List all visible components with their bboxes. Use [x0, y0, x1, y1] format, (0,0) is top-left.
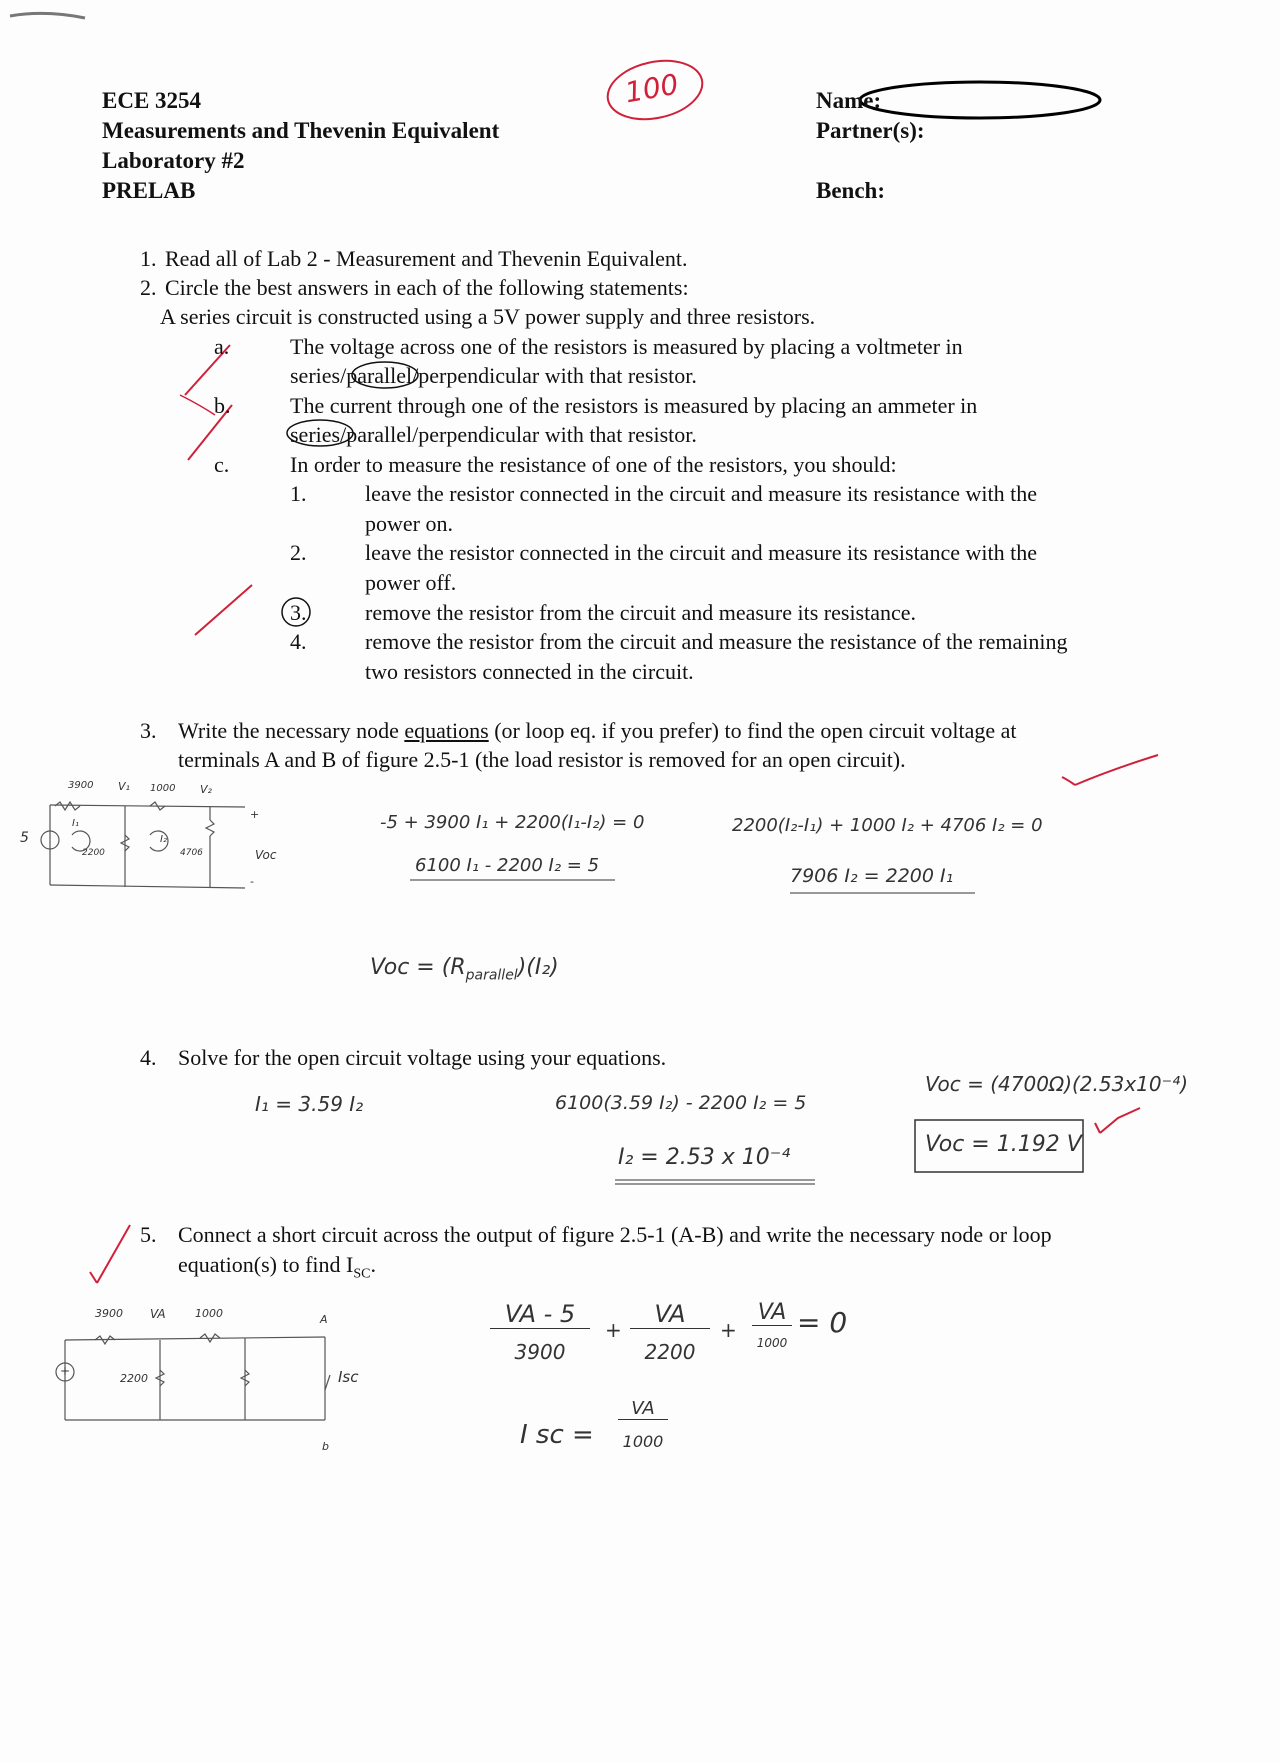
q1-text: Read all of Lab 2 - Measurement and Thevenin Equivalent.: [165, 246, 688, 271]
q4-number: 4.: [140, 1045, 157, 1070]
prelab-label: PRELAB: [102, 178, 196, 203]
check-mark-q3b: [1062, 777, 1075, 785]
q3-underlined: equations: [404, 718, 489, 743]
q5-frac3-numerator: VA: [752, 1300, 792, 1326]
q3-circuit-plus: +: [250, 808, 260, 821]
q5-number: 5.: [140, 1222, 157, 1247]
q2b-line1: The current through one of the resistors is measured by placing an ammeter in: [290, 393, 978, 418]
q5-line2: [178, 1250, 376, 1288]
q2c-opt3-num: 3.: [290, 600, 307, 625]
q2c-line1: In order to measure the resistance of one of the resistors, you should:: [290, 452, 897, 477]
q2c-opt4-line2: two resistors connected in the circuit.: [365, 659, 694, 684]
q3-circuit-minus: -: [250, 875, 254, 888]
q2c-opt1-line2: power on.: [365, 511, 453, 536]
q5-frac2-numerator: VA: [630, 1300, 710, 1329]
q2-number: 2.: [140, 275, 157, 300]
q3-line2: terminals A and B of figure 2.5-1 (the load resistor is removed for an open circuit).: [178, 747, 906, 772]
q3-circuit-r1: 3900: [68, 780, 94, 791]
name-label: Name:: [816, 88, 882, 113]
q5-circuit-isc: Isc: [338, 1368, 359, 1386]
q3-circuit-r2: 1000: [150, 783, 176, 794]
q2b-opt-series: series: [290, 422, 341, 447]
q4-eq4: Voc = (4700Ω)(2.53x10⁻⁴): [925, 1072, 1188, 1096]
q5-circuit-r2: 1000: [195, 1307, 223, 1320]
circuit-diagram-q3: [41, 802, 245, 888]
check-mark-q5b: [90, 1272, 97, 1283]
q3-eq4: 7906 I₂ = 2200 I₁: [790, 865, 954, 887]
q2c-opt1-num: 1.: [290, 481, 307, 506]
q3-eq5: [370, 955, 559, 983]
q2-intro: A series circuit is constructed using a 5V power supply and three resistors.: [160, 304, 816, 329]
q2c-opt2-line2: power off.: [365, 570, 457, 595]
q5-isc-lhs: I sc =: [520, 1420, 594, 1450]
q3-circuit-v2: V₂: [200, 783, 212, 796]
q3-circuit-r4: 4706: [180, 848, 203, 858]
lab-number: Laboratory #2: [102, 148, 245, 173]
q3-line1: [178, 716, 1017, 745]
q2-text: Circle the best answers in each of the following statements:: [165, 275, 689, 300]
q2c-opt3-line1: remove the resistor from the circuit and measure its resistance.: [365, 600, 917, 625]
q3-circuit-v1: V₁: [118, 780, 130, 793]
q3-number: 3.: [140, 718, 157, 743]
q5-circuit-va: VA: [150, 1307, 166, 1321]
check-mark-q3: [1075, 755, 1158, 785]
partner-label: Partner(s):: [816, 118, 925, 143]
q5-isc-denominator: 1000: [622, 1432, 664, 1451]
q4-answer: Voc = 1.192 V: [925, 1132, 1082, 1157]
q3-eq5-sub: parallel: [465, 967, 518, 984]
q2a-opt-rest: /perpendicular with that resistor.: [412, 363, 697, 388]
scan-mark: [10, 13, 85, 18]
q4-eq3: I₂ = 2.53 x 10⁻⁴: [618, 1145, 791, 1170]
q5-frac1-denominator: 3900: [514, 1340, 566, 1364]
check-mark-q5: [97, 1225, 130, 1283]
q5-frac3-denominator: 1000: [756, 1336, 788, 1350]
q5-circuit-node-a: A: [320, 1313, 328, 1326]
q5-circuit-r1: 3900: [95, 1307, 123, 1320]
q1-number: 1.: [140, 246, 157, 271]
q3-circuit-voc: Voc: [255, 848, 277, 862]
q5-isc-numerator: VA: [618, 1398, 668, 1420]
q2b-opt-rest: /parallel/perpendicular with that resistor.: [340, 422, 697, 447]
q4-text: Solve for the open circuit voltage using your equations.: [178, 1045, 667, 1070]
q3-eq5-start: Voc = (R: [370, 955, 466, 980]
q3-eq3: 2200(I₂-I₁) + 1000 I₂ + 4706 I₂ = 0: [732, 815, 1043, 836]
q4-eq2: 6100(3.59 I₂) - 2200 I₂ = 5: [555, 1092, 807, 1114]
q5-plus-1: +: [605, 1318, 622, 1342]
check-mark-a2: [180, 395, 215, 415]
q2b-label: b.: [214, 393, 231, 418]
check-mark-c: [195, 585, 252, 635]
q4-eq1: I₁ = 3.59 I₂: [255, 1092, 364, 1116]
q2a-label: a.: [214, 334, 230, 359]
q3-circuit-r3: 2200: [82, 848, 105, 858]
q5-eq-zero: = 0: [797, 1306, 848, 1339]
q5-line2-pre: equation(s) to find I: [178, 1252, 354, 1277]
course-code: ECE 3254: [102, 88, 202, 113]
q3-eq2: 6100 I₁ - 2200 I₂ = 5: [415, 855, 600, 876]
q2a-options: [290, 361, 697, 390]
check-mark-q4b: [1095, 1123, 1100, 1133]
score: 100: [622, 67, 681, 110]
q5-circuit-node-b: b: [322, 1440, 329, 1453]
q2a-opt-series: series/: [290, 363, 347, 388]
q2c-label: c.: [214, 452, 230, 477]
q2b-options: [290, 420, 697, 449]
q5-circuit-source: +: [60, 1364, 71, 1378]
q3-eq1: -5 + 3900 I₁ + 2200(I₁-I₂) = 0: [380, 812, 645, 833]
check-mark-q4: [1100, 1108, 1140, 1133]
q5-circuit-r3: 2200: [120, 1372, 148, 1385]
q2c-opt1-line1: leave the resistor connected in the circuit and measure its resistance with the: [365, 481, 1037, 506]
q2c-opt4-line1: remove the resistor from the circuit and measure the resistance of the remaining: [365, 629, 1068, 654]
q3-eq5-end: )(I₂): [517, 955, 559, 980]
q3-circuit-i2: I₂: [160, 834, 167, 845]
lab-title: Measurements and Thevenin Equivalent: [102, 118, 500, 143]
q3-circuit-source: 5: [20, 830, 29, 846]
q2a-line1: The voltage across one of the resistors is measured by placing a voltmeter in: [290, 334, 963, 359]
q3-post: (or loop eq. if you prefer) to find the open circuit voltage at: [488, 718, 1017, 743]
q5-frac1-numerator: VA - 5: [490, 1300, 590, 1329]
bench-label: Bench:: [816, 178, 885, 203]
circuit-diagram-q5: [56, 1334, 330, 1420]
q5-line2-post: .: [370, 1252, 376, 1277]
q5-line2-sub: SC: [353, 1266, 371, 1282]
q3-circuit-i1: I₁: [72, 818, 79, 829]
q5-plus-2: +: [720, 1318, 737, 1342]
q2c-opt2-line1: leave the resistor connected in the circuit and measure its resistance with the: [365, 540, 1037, 565]
q5-frac2-denominator: 2200: [644, 1340, 696, 1364]
q2c-opt4-num: 4.: [290, 629, 307, 654]
name-redaction-oval: [860, 82, 1100, 118]
q3-pre: Write the necessary node: [178, 718, 405, 743]
q2c-opt2-num: 2.: [290, 540, 307, 565]
q2a-opt-parallel: parallel: [346, 363, 413, 388]
q5-line1: Connect a short circuit across the output of figure 2.5-1 (A-B) and write the necessary node or loop: [178, 1222, 1052, 1247]
